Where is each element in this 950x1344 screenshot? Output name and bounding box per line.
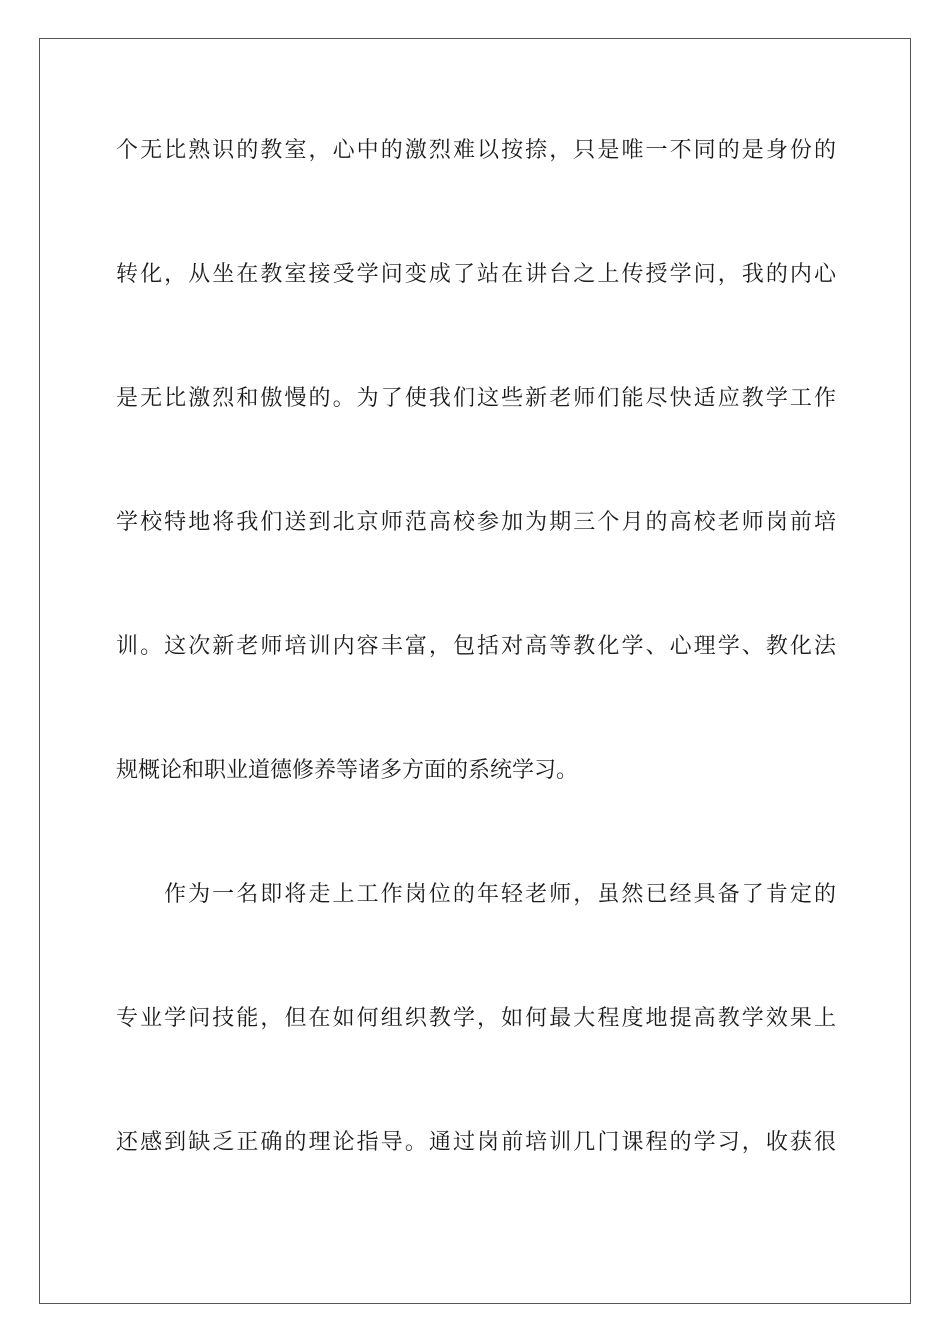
text-line: 规概论和职业道德修养等诸多方面的系统学习。 xyxy=(116,758,579,783)
text-line: 训。这次新老师培训内容丰富，包括对高等教化学、心理学、教化法 xyxy=(116,634,836,659)
text-line: 专业学问技能，但在如何组织教学，如何最大程度地提高教学效果上 xyxy=(116,1006,836,1031)
text-line: 还感到缺乏正确的理论指导。通过岗前培训几门课程的学习，收获很 xyxy=(116,1130,836,1155)
text-line: 转化，从坐在教室接受学问变成了站在讲台之上传授学问，我的内心 xyxy=(116,262,836,287)
page-border xyxy=(39,38,911,1304)
text-line: 个无比熟识的教室，心中的激烈难以按捺，只是唯一不同的是身份的 xyxy=(116,138,836,163)
text-line: 是无比激烈和傲慢的。为了使我们这些新老师们能尽快适应教学工作 xyxy=(116,386,836,411)
paragraph-first-line: 作为一名即将走上工作岗位的年轻老师，虽然已经具备了肯定的 xyxy=(164,882,836,907)
text-line: 学校特地将我们送到北京师范高校参加为期三个月的高校老师岗前培 xyxy=(116,510,836,535)
